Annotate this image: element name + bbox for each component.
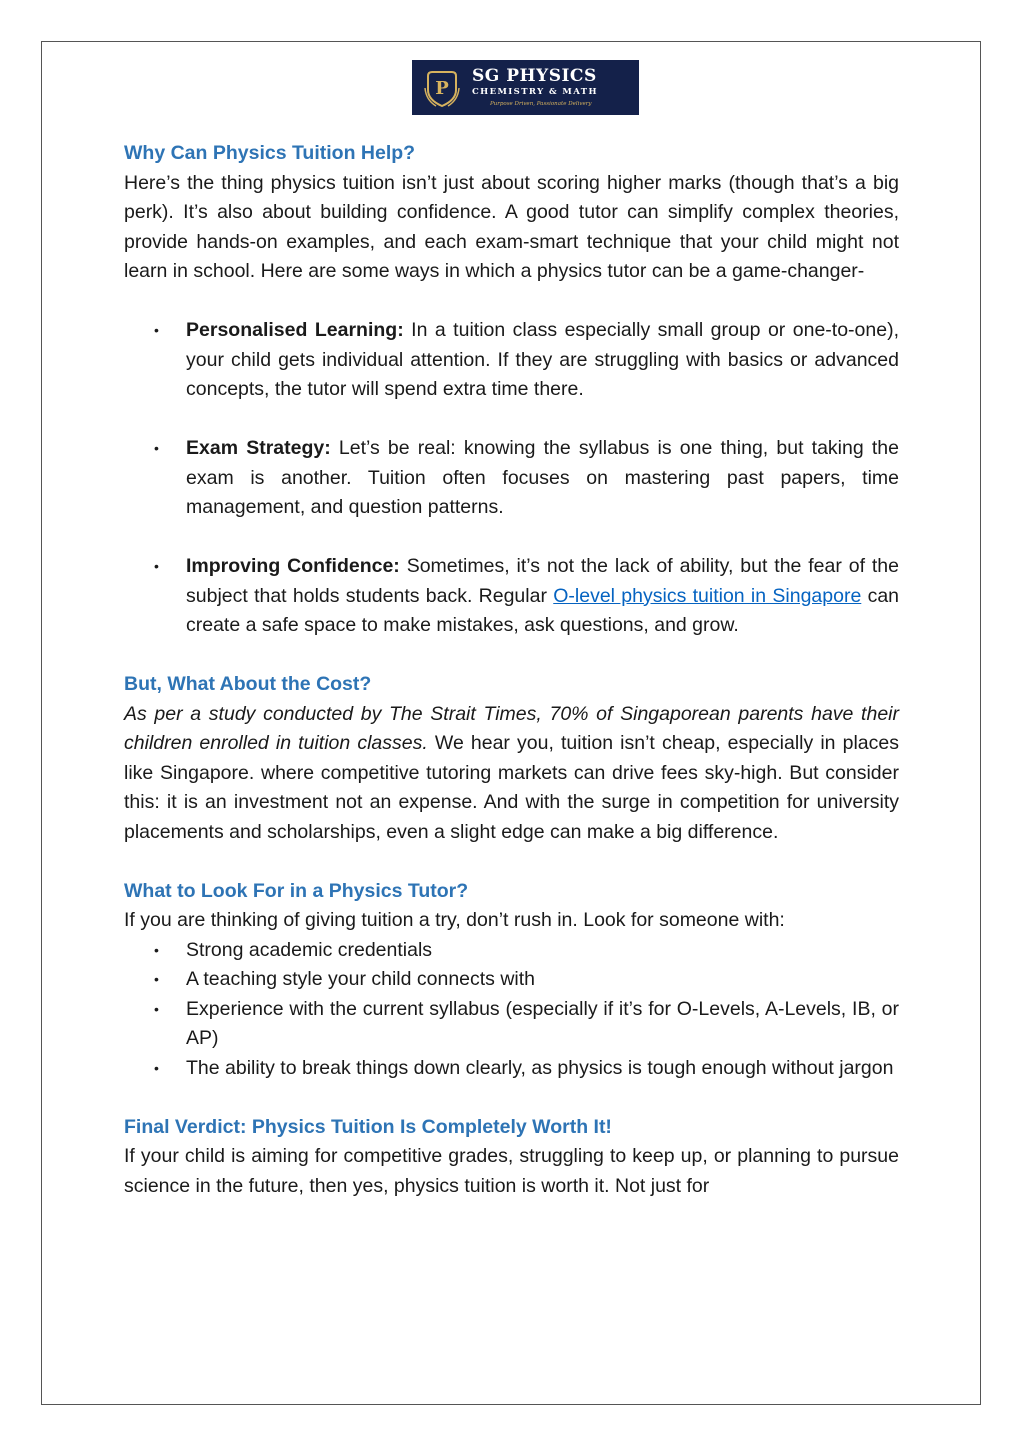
logo-title: SG PHYSICS: [472, 65, 597, 86]
section-heading-cost: But, What About the Cost?: [124, 673, 372, 695]
bullet-text: Sometimes, it’s not the lack of ability, but the fear of the subject that holds students back. Regular: [186, 555, 900, 607]
section-heading-verdict: Final Verdict: Physics Tuition Is Completely Worth It!: [124, 1115, 612, 1138]
list-item: [124, 995, 899, 1054]
brand-logo: [412, 60, 639, 115]
bullet-icon: •: [154, 1059, 159, 1076]
list-item-text: Experience with the current syllabus (especially if it’s for O-Levels, A-Levels, IB, or AP): [186, 997, 899, 1049]
bullet-text: In a tuition class especially small group or one-to-one), your child gets individual attention. If they are struggling with basics or advanced concepts, the tutor will spend extra time there.: [186, 319, 899, 400]
bullet-title: Improving Confidence:: [186, 555, 400, 577]
bullet-title: Exam Strategy:: [186, 437, 331, 459]
bullet-icon: •: [154, 941, 159, 958]
list-item: [124, 965, 899, 995]
list-item: [124, 434, 899, 523]
o-level-tuition-link[interactable]: O-level physics tuition in Singapore: [553, 584, 862, 607]
logo-tagline: Purpose Driven, Passionate Delivery: [490, 101, 592, 107]
shield-emblem-icon: [422, 66, 462, 110]
list-item-text: Strong academic credentials: [186, 938, 433, 961]
bullet-icon: •: [154, 440, 159, 456]
bullet-text: Let’s be real: knowing the syllabus is one thing, but taking the exam is another. Tuition often focuses on mastering past papers, time management, and question patterns.: [186, 437, 899, 518]
section-heading-tutor: What to Look For in a Physics Tutor?: [124, 879, 469, 902]
bullet-icon: •: [154, 1000, 159, 1017]
cost-text: We hear you, tuition isn’t cheap, especially in places like Singapore. where competitive tutoring markets can drive fees sky-high. But consider this: it is an investment not an expense. And with the surge in competition for university placements and scholarships, even a slight edge can make a big difference.: [124, 732, 899, 843]
list-item: [124, 552, 899, 641]
why-bullet-list: [124, 316, 899, 641]
logo-subtitle: CHEMISTRY & MATH: [472, 86, 598, 97]
bullet-text: can create a safe space to make mistakes, ask questions, and grow.: [186, 584, 900, 636]
list-item: [124, 1054, 899, 1084]
tutor-intro-paragraph: If you are thinking of giving tuition a try, don’t rush in. Look for someone with:: [124, 909, 785, 931]
section-heading-why: Why Can Physics Tuition Help?: [124, 142, 416, 164]
list-item-text: The ability to break things down clearly, as physics is tough enough without jargon: [186, 1056, 894, 1079]
emblem-letter: P: [435, 77, 449, 99]
why-intro-paragraph: Here’s the thing physics tuition isn’t just about scoring higher marks (though that’s a big perk). It’s also about building confidence. A good tutor can simplify complex theories, provide hands-on examples, and each exam-smart technique that your child might not learn in school. Here are some ways in which a physics tutor can be a game-changer-: [124, 171, 899, 282]
cost-paragraph: [124, 700, 899, 848]
bullet-icon: •: [154, 322, 159, 338]
bullet-icon: •: [154, 558, 159, 574]
bullet-title: Personalised Learning:: [186, 319, 404, 341]
list-item: [124, 936, 899, 966]
list-item-text: A teaching style your child connects with: [186, 968, 536, 990]
study-citation: As per a study conducted by The Strait Times, 70% of Singaporean parents have their children enrolled in tuition classes.: [124, 702, 899, 754]
list-item: [124, 316, 899, 405]
verdict-paragraph: If your child is aiming for competitive grades, struggling to keep up, or planning to pursue science in the future, then yes, physics tuition is worth it. Not just for: [124, 1145, 899, 1197]
article-body: [124, 139, 899, 1201]
tutor-bullet-list: [124, 936, 899, 1084]
bullet-icon: •: [154, 971, 159, 987]
